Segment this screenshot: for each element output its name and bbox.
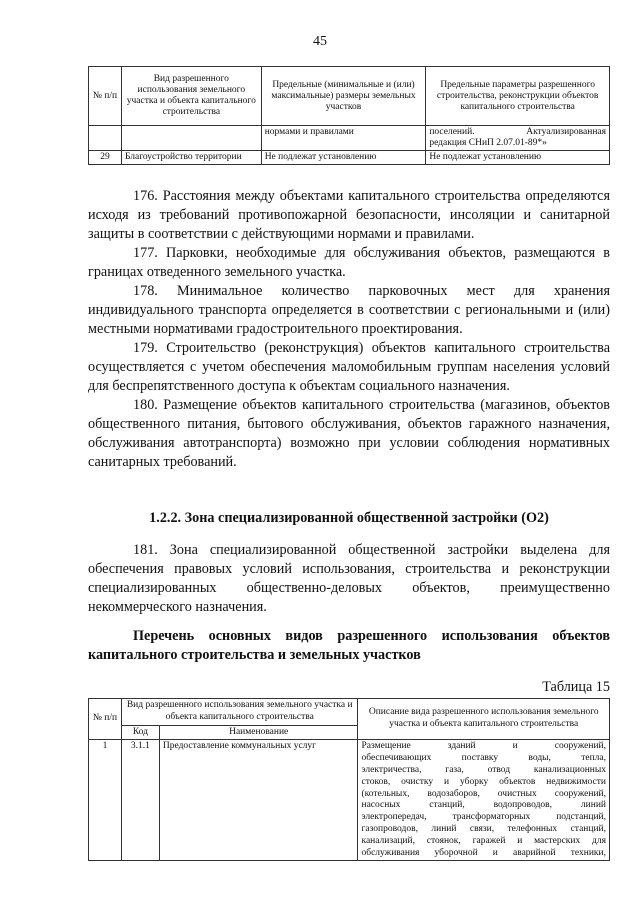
header-use-kind: Вид разрешенного использования земельного участка и объекта капитального строительства	[121, 699, 358, 726]
description-line: электропередач, трансформаторных подстанций,	[361, 812, 606, 823]
header-limits: Предельные (минимальные и (или) максимальные) размеры земельных участков	[261, 67, 426, 126]
description-line: насосных станций, водопроводов, линий	[361, 800, 606, 811]
cell-num: 29	[89, 151, 122, 165]
description-line: обеспечивающих поставку воды, тепла,	[361, 753, 606, 764]
list-title-line-2: капитального строительства и земельных участков	[88, 647, 421, 663]
bottom-table	[88, 698, 610, 861]
header-params: Предельные параметры разрешенного строительства, реконструкции объектов капитального строительства	[426, 67, 610, 126]
paragraph-176: 176. Расстояния между объектами капитального строительства определяются исходя из требований противопожарной безопасности, инсоляции и санитарной защиты в соответствии с действующими нормами и правилами.	[88, 188, 610, 242]
paragraph-181-block	[88, 541, 610, 617]
cell-num: 1	[89, 740, 122, 861]
params-line-2: редакция СНиП 2.07.01-89*»	[429, 138, 547, 148]
paragraph-180: 180. Размещение объектов капитального строительства (магазинов, объектов общественного питания, бытового обслуживания, объектов гаражного назначения, обслуживания автотранспорта) возможно при условии соблюдения нормативных санитарных требований.	[88, 397, 610, 470]
header-use-kind: Вид разрешенного использования земельного участка и объекта капитального строительства	[121, 67, 261, 126]
header-name: Наименование	[159, 725, 358, 740]
top-table-header-row	[89, 67, 610, 126]
table-row	[89, 740, 610, 861]
cell-params: Не подлежат установлению	[426, 151, 610, 165]
description-line: (котельных, водозаборов, очистных сооружений,	[361, 788, 606, 799]
paragraph-178: 178. Минимальное количество парковочных мест для хранения индивидуального транспорта определяется в соответствии с региональными и (или) местными нормативами градостроительного проектирования.	[88, 283, 610, 337]
empty-cell	[89, 126, 122, 151]
paragraph-177: 177. Парковки, необходимые для обслуживания объектов, размещаются в границах отведенного земельного участка.	[88, 245, 610, 280]
params-line-1: поселений. Актуализированная	[429, 127, 606, 137]
list-title	[88, 627, 610, 665]
header-num: № п/п	[89, 699, 122, 740]
cell-limits: нормами и правилами	[261, 126, 426, 151]
description-line: Размещение зданий и сооружений,	[361, 741, 606, 752]
list-title-line-1: Перечень основных видов разрешенного использования объектов	[133, 628, 610, 644]
description-line: электричества, газа, отвод канализационных	[361, 764, 606, 775]
description-line: стоков, очистку и уборку объектов недвижимости	[361, 776, 606, 787]
description-line: газопроводов, линий связи, телефонных станций,	[361, 823, 606, 834]
cell-use-kind: Благоустройство территории	[121, 151, 261, 165]
header-num: № п/п	[89, 67, 122, 126]
empty-cell	[121, 126, 261, 151]
cell-limits: Не подлежат установлению	[261, 151, 426, 165]
cell-code: 3.1.1	[121, 740, 159, 861]
paragraph-181: 181. Зона специализированной общественной застройки выделена для обеспечения правовых условий использования, строительства и реконструкции специализированных общественно-деловых объектов, преимущественно некоммерческого назначения.	[88, 542, 610, 615]
header-description: Описание вида разрешенного использования земельного участка и объекта капитального строительства	[358, 699, 610, 740]
bottom-table-header-row	[89, 699, 610, 726]
table-row	[89, 126, 610, 151]
header-code: Код	[121, 725, 159, 740]
page-number: 45	[313, 34, 327, 49]
paragraphs-block	[88, 187, 610, 472]
description-line: канализаций, стоянок, гаражей и мастерских для	[361, 835, 606, 846]
cell-description	[358, 740, 610, 861]
table-row	[89, 151, 610, 165]
description-line: обслуживания уборочной и аварийной техники,	[361, 847, 606, 858]
cell-params	[426, 126, 610, 151]
top-table	[88, 66, 610, 165]
table-label: Таблица 15	[542, 679, 610, 695]
section-heading: 1.2.2. Зона специализированной общественной застройки (О2)	[149, 510, 549, 526]
cell-name: Предоставление коммунальных услуг	[159, 740, 358, 861]
paragraph-179: 179. Строительство (реконструкция) объектов капитального строительства осуществляется с учетом обеспечения маломобильным группам населения условий для беспрепятственного доступа к объектам социального назначения.	[88, 340, 610, 394]
